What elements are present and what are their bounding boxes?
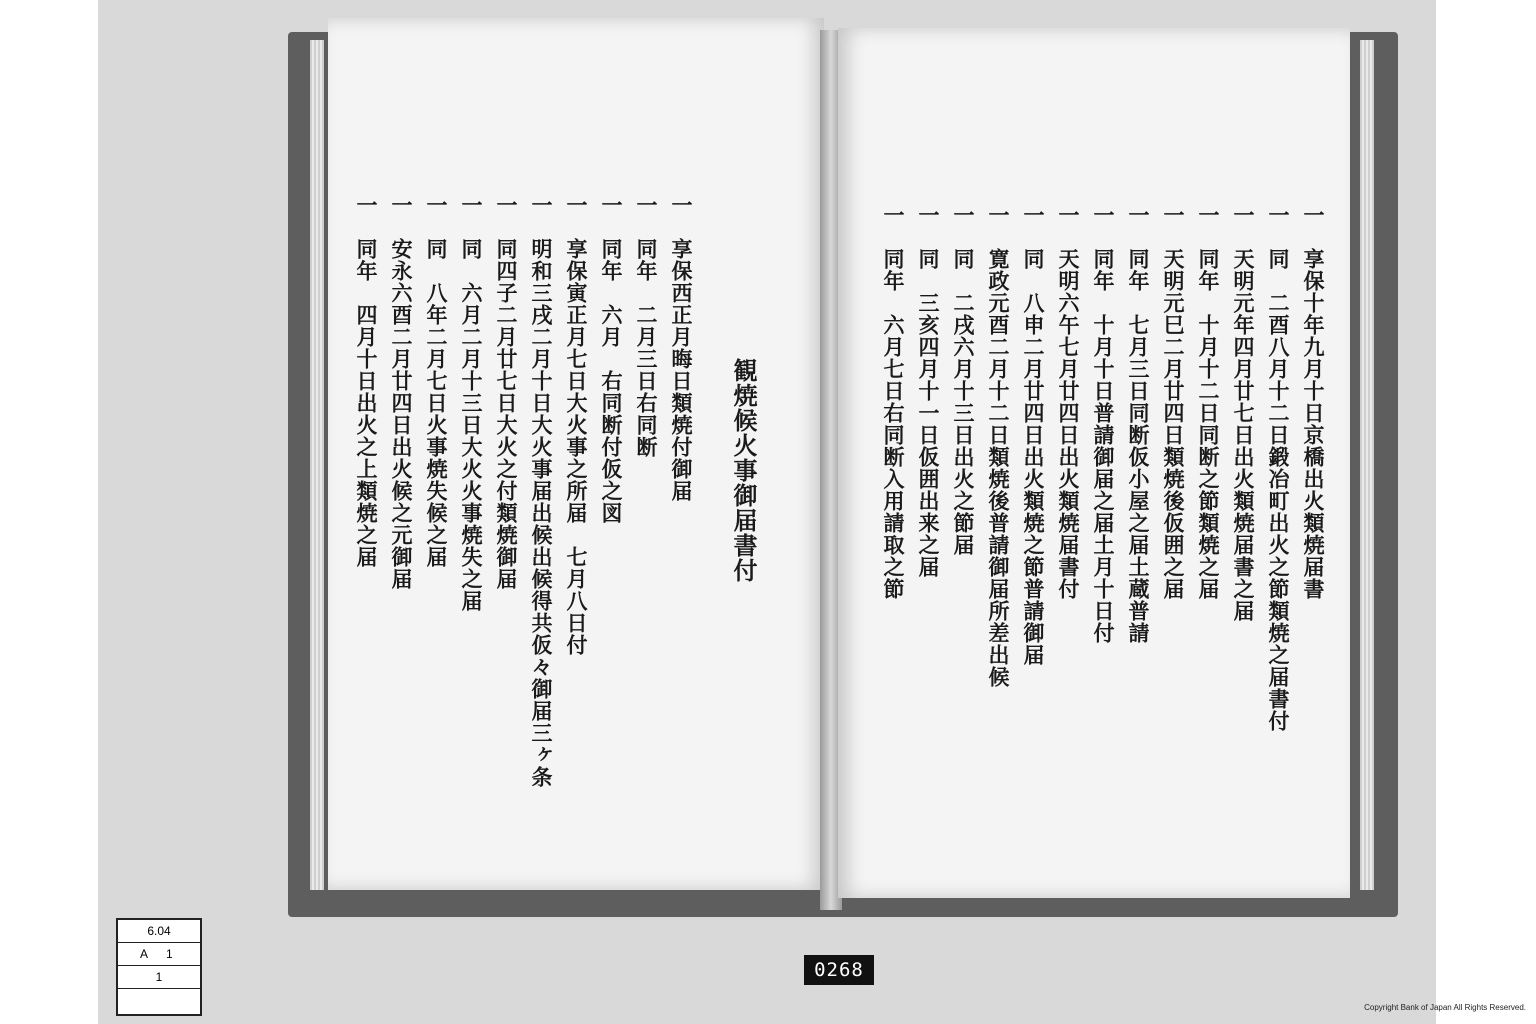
left-entry-5: 一 明和三戌二月十日大火事届出候出候得共仮々御届三ヶ条 [529, 194, 554, 788]
left-page-heading: 観焼候火事御届書付 [729, 358, 758, 583]
right-entry-9: 一 同 八申二月廿四日出火類焼之節普請御届 [1021, 204, 1046, 666]
left-entry-9: 一 安永六酉二月廿四日出火候之元御届 [389, 194, 414, 590]
right-entry-10: 一 寛政元酉二月十二日類焼後普請御届所差出候 [986, 204, 1011, 688]
right-entry-3: 一 天明元年四月廿七日出火類焼届書之届 [1231, 204, 1256, 622]
catalog-number: 6.04 [118, 920, 200, 943]
catalog-series: A [140, 947, 149, 961]
right-entry-5: 一 天明元巳二月廿四日類焼後仮囲之届 [1161, 204, 1186, 600]
right-page-edges [1360, 40, 1374, 890]
catalog-label-card [116, 918, 202, 1016]
left-entry-7: 一 同 六月二月十三日大火火事焼失之届 [459, 194, 484, 612]
catalog-volume: 1 [166, 947, 173, 961]
right-entry-12: 一 同 三亥四月十一日仮囲出来之届 [916, 204, 941, 578]
catalog-item: 1 [118, 966, 200, 989]
right-entry-11: 一 同 二戌六月十三日出火之節届 [951, 204, 976, 556]
right-entry-7: 一 同年 十月十日普請御届之届土月十日付 [1091, 204, 1116, 644]
right-entry-6: 一 同年 七月三日同断仮小屋之届土蔵普請 [1126, 204, 1151, 644]
right-page [838, 28, 1350, 898]
right-entry-4: 一 同年 十月十二日同断之節類焼之届 [1196, 204, 1221, 600]
catalog-blank-row [118, 989, 200, 1011]
left-entry-2: 一 同年 二月三日右同断 [634, 194, 659, 458]
left-entry-10: 一 同年 四月十日出火之上類焼之届 [354, 194, 379, 568]
frame-number-tag: 0268 [804, 955, 874, 985]
left-entry-8: 一 同 八年二月七日火事焼失候之届 [424, 194, 449, 568]
right-entry-8: 一 天明六午七月廿四日出火類焼届書付 [1056, 204, 1081, 600]
catalog-series-row [118, 943, 200, 966]
left-page [328, 18, 824, 890]
left-entry-4: 一 享保寅正月七日大火事之所届 七月八日付 [564, 194, 589, 656]
left-entry-6: 一 同四子二月廿七日大火之付類焼御届 [494, 194, 519, 590]
left-entry-3: 一 同年 六月 右同断付仮之図 [599, 194, 624, 524]
open-ledger-book [288, 18, 1398, 923]
left-page-edges [310, 40, 324, 890]
left-entry-1: 一 享保西正月晦日類焼付御届 [669, 194, 694, 502]
right-entry-2: 一 同 二酉八月十二日鍛冶町出火之節類焼之届書付 [1266, 204, 1291, 732]
copyright-notice: Copyright Bank of Japan All Rights Reserved. [1364, 1003, 1526, 1012]
right-entry-1: 一 享保十年九月十日京橋出火類焼届書 [1301, 204, 1326, 600]
right-entry-13: 一 同年 六月七日右同断入用請取之節 [881, 204, 906, 600]
